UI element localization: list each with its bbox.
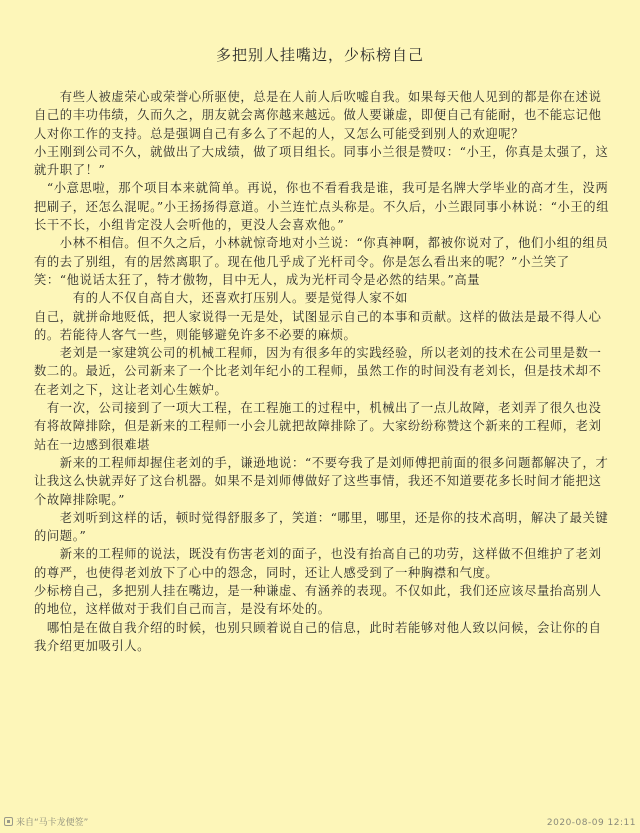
note-body [34,88,610,655]
paragraph: 小林不相信。但不久之后，小林就惊奇地对小兰说：“你真神啊，都被你说对了，他们小组的组员有的去了别组，有的居然离职了。现在他几乎成了光杆司令。你是怎么看出来的呢？”小兰笑了笑：“他说话太狂了，特才傲物，目中无人，成为光杆司令是必然的结果。”高量 [34,236,609,287]
paragraph: 新来的工程师却握住老刘的手，谦逊地说：“不要夸我了是刘师傅把前面的很多问题都解决了，才让我这么快就弄好了这台机器。如果不是刘师傅做好了这些事情，我还不知道要花多长时间才能把这个故障排除呢。” [34,455,609,507]
paragraph: 老刘听到这样的话，顿时觉得舒服多了，笑道：“哪里，哪里，还是你的技术高明，解决了最关键的问题。” [34,510,609,544]
timestamp: 2020-08-09 12:11 [546,818,636,828]
paragraph: 哪怕是在做自我介绍的时候，也别只顾着说自己的信息，此时若能够对他人致以问候，会让你的自我介绍更加吸引人。 [34,620,602,653]
paragraph: 小王刚到公司不久，就做出了大成绩，做了项目组长。同事小兰很是赞叹：“小王，你真是太强了，这就升职了！” [34,144,609,178]
page-title: 多把别人挂嘴边，少标榜自己 [215,46,424,64]
paragraph: 有些人被虚荣心或荣誉心所驱使，总是在人前人后吹嘘自我。如果每天他人见到的都是你在述说自己的丰功伟绩，久而久之，朋友就会离你越来越远。做人要谦虚，即便自己有能耐，也不能忘记他人对你工作的支持。总是强调自己有多么了不起的人，又怎么可能受到别人的欢迎呢？ [34,90,602,141]
note-footer [0,811,640,833]
paragraph: 新来的工程师的说法，既没有伤害老刘的面子，也没有抬高自己的功劳，这样做不但维护了老刘的尊严，也使得老刘放下了心中的怨念，同时，还让人感受到了一种胸襟和气度。 [34,547,602,580]
paragraph: 自己，就拼命地贬低，把人家说得一无是处，试图显示自己的本事和贡献。这样的做法是最不得人心的。若能待人客气一些，则能够避免许多不必要的麻烦。 [34,309,602,342]
paragraph: 少标榜自己，多把别人挂在嘴边，是一种谦虚、有涵养的表现。不仅如此，我们还应该尽量抬高别人的地位，这样做对于我们自己而言，是没有坏处的。 [34,584,602,617]
paragraph: 老刘是一家建筑公司的机械工程师，因为有很多年的实践经验，所以老刘的技术在公司里是数一数二的。最近，公司新来了一个比老刘年纪小的工程师，虽然工作的时间没有老刘长，但是技术却不在老刘之下，这让老刘心生嫉妒。 [34,346,602,397]
paragraph: 有一次，公司接到了一项大工程，在工程施工的过程中，机械出了一点儿故障，老刘弄了很久也没有将故障排除，但是新来的工程师一小会儿就把故障排除了。大家纷纷称赞这个新来的工程师，老刘站在一边感到很难堪 [34,401,602,452]
paragraph: 有的人不仅自高自大，还喜欢打压别人。要是觉得人家不如 [34,291,409,306]
source-watermark [4,815,88,828]
paragraph: “小意思啦，那个项目本来就简单。再说，你也不看看我是谁，我可是名牌大学毕业的高才生，没两把刷子，还怎么混呢。”小王扬扬得意道。小兰连忙点头称是。不久后，小兰跟同事小林说：“小王的组长干不长，小组肯定没人会听他的，更没人会喜欢他。” [34,181,610,233]
source-label: 来自“马卡龙便签” [16,818,89,828]
app-logo-icon [4,817,13,826]
